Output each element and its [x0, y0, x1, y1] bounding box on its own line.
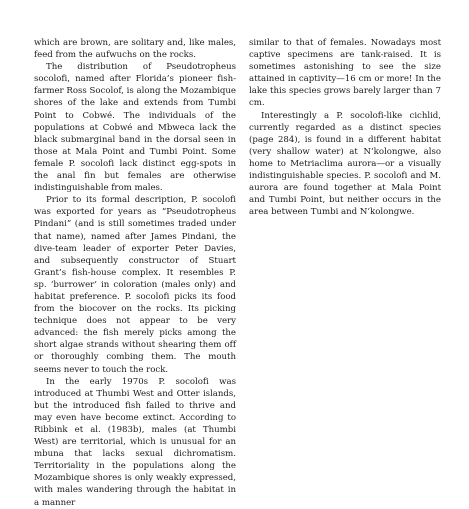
left-text-column [34, 37, 236, 509]
paragraph: which are brown, are solitary and, like males, feed from the aufwuchs on the rocks. [34, 38, 236, 61]
paragraph: Interestingly a P. socolofi-like cichlid, currently regarded as a distinct species (page 284), is found in a different habitat (very shallow water) at N’kolongwe, also home to Metriaclima aurora—or a visually indistinguishable species. P. socolofi and M. aurora are found together at Mala Point and Tumbi Point, but neither occurs in the area between Tumbi and N’kolongwe. [249, 110, 441, 218]
right-text-column [249, 37, 441, 218]
paragraph: In the early 1970s P. socolofi was introduced at Thumbi West and Otter islands, but the introduced fish failed to thrive and may even have become extinct. According to Ribbink et al. (1983b), males (at Thumbi West) are territorial, which is unusual for an mbuna that lacks sexual dichromatism. Territoriality in the populations along the Mozambique shores is only weakly expressed, with males wandering through the habitat in a manner [34, 376, 236, 508]
paragraph: Prior to its formal description, P. socolofi was exported for years as “Pseudotropheus Pindani” (and is still sometimes traded under that name), named after James Pindani, the dive-team leader of exporter Peter Davies, and subsequently constructor of Stuart Grant’s fish-house complex. It resembles P. sp. ‘burrower’ in coloration (males only) and habitat preference. P. socolofi picks its food from the biocover on the rocks. Its picking technique does not appear to be very advanced: the fish merely picks among the short algae strands without shearing them off or thoroughly combing them. The mouth seems never to touch the rock. [34, 195, 236, 375]
paragraph: similar to that of females. Nowadays most captive specimens are tank-raised. It is sometimes astonishing to see the size attained in captivity—16 cm or more! In the lake this species grows barely larger than 7 cm. [249, 38, 441, 109]
paragraph: The distribution of Pseudotropheus socolofi, named after Florida’s pioneer fish-farmer Ross Socolof, is along the Mozambique shores of the lake and extends from Tumbi Point to Cobwé. The individuals of the populations at Cobwé and Mbweca lack the black submarginal band in the dorsal seen in those at Mala Point and Tumbi Point. Some female P. socolofi lack distinct egg-spots in the anal fin but females are otherwise indistinguishable from males. [34, 62, 236, 194]
